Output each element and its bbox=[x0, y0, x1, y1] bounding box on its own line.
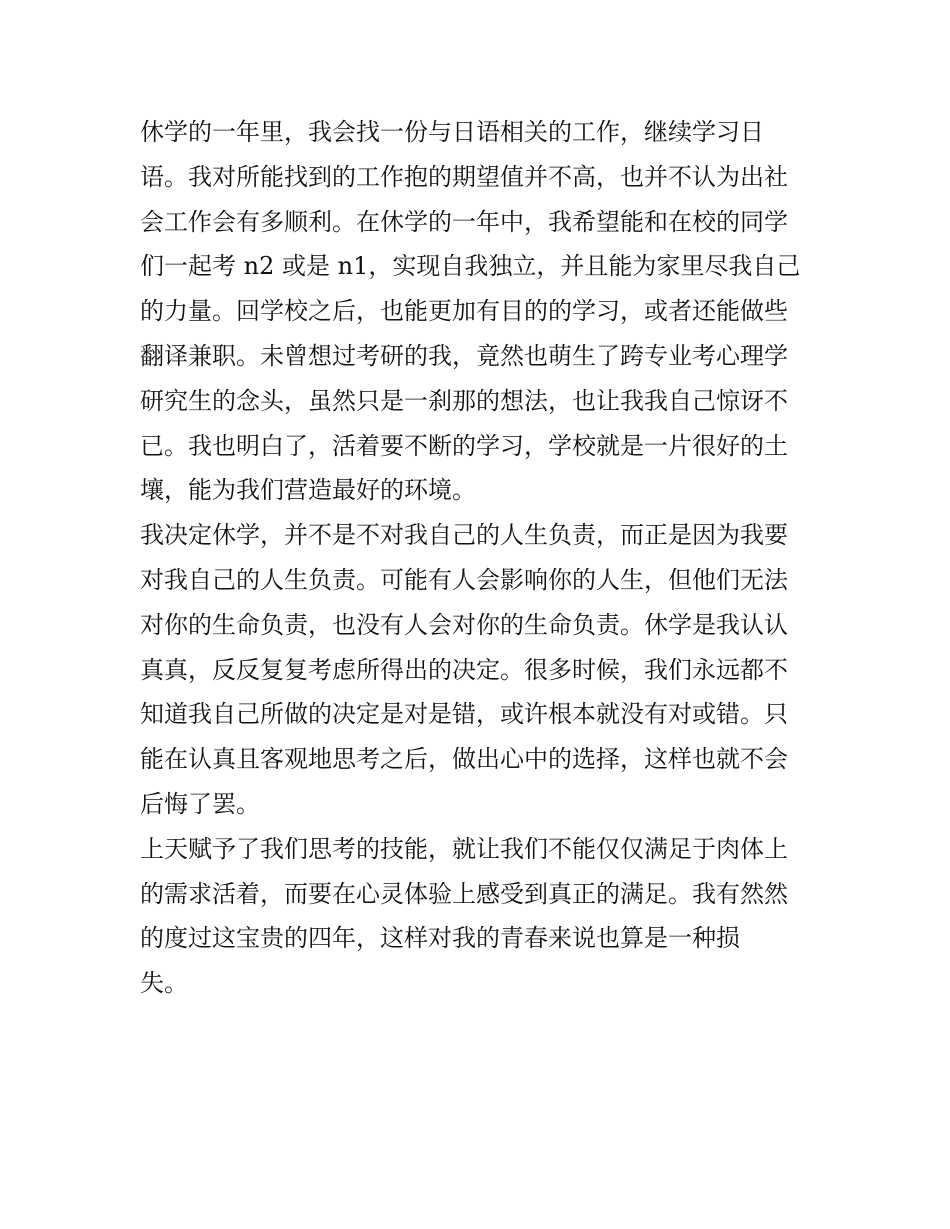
text-line: 的需求活着，而要在心灵体验上感受到真正的满足。我有然然 bbox=[140, 879, 788, 908]
text-line: 我决定休学，并不是不对我自己的人生负责，而正是因为我要 bbox=[140, 521, 788, 550]
text-line: 会工作会有多顺利。在休学的一年中，我希望能和在校的同学 bbox=[140, 207, 788, 236]
text-line: 对我自己的人生负责。可能有人会影响你的人生，但他们无法 bbox=[140, 565, 788, 594]
text-line: 的度过这宝贵的四年，这样对我的青春来说也算是一种损 bbox=[140, 924, 740, 953]
text-line: 语。我对所能找到的工作抱的期望值并不高，也并不认为出社 bbox=[140, 162, 788, 191]
text-line: 后悔了罢。 bbox=[140, 789, 260, 818]
text-line: 已。我也明白了，活着要不断的学习，学校就是一片很好的土 bbox=[140, 431, 788, 460]
document-body bbox=[140, 110, 820, 1006]
text-line: 翻译兼职。未曾想过考研的我，竟然也萌生了跨专业考心理学 bbox=[140, 341, 788, 370]
paragraph-2 bbox=[140, 513, 820, 827]
text-line: 失。 bbox=[140, 969, 188, 998]
text-line: 能在认真且客观地思考之后，做出心中的选择，这样也就不会 bbox=[140, 745, 788, 774]
text-line: 知道我自己所做的决定是对是错，或许根本就没有对或错。只 bbox=[140, 700, 788, 729]
text-line: 研究生的念头，虽然只是一刹那的想法，也让我我自己惊讶不 bbox=[140, 386, 788, 415]
paragraph-1 bbox=[140, 110, 820, 513]
text-line: 对你的生命负责，也没有人会对你的生命负责。休学是我认认 bbox=[140, 610, 788, 639]
paragraph-3 bbox=[140, 827, 820, 1006]
text-line: 休学的一年里，我会找一份与日语相关的工作，继续学习日 bbox=[140, 118, 764, 146]
text-line: 的力量。回学校之后，也能更加有目的的学习，或者还能做些 bbox=[140, 297, 788, 326]
text-line: 壤，能为我们营造最好的环境。 bbox=[140, 476, 476, 505]
text-line: 们一起考 n2 或是 n1，实现自我独立，并且能为家里尽我自己 bbox=[140, 252, 801, 281]
text-line: 上天赋予了我们思考的技能，就让我们不能仅仅满足于肉体上 bbox=[140, 834, 788, 863]
text-line: 真真，反反复复考虑所得出的决定。很多时候，我们永远都不 bbox=[140, 655, 788, 684]
